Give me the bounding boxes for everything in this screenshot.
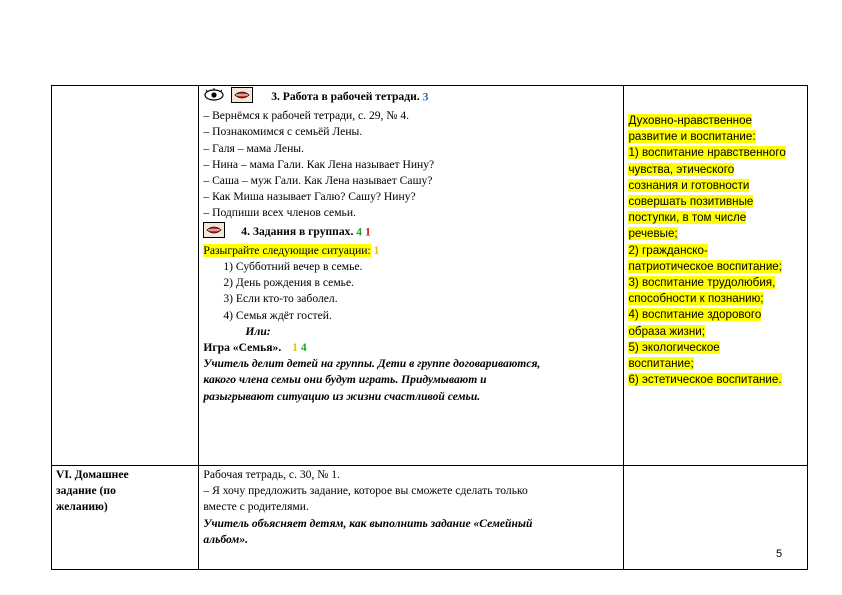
upbringing-line: патриотическое воспитание; <box>628 259 782 273</box>
text-line: – Как Миша называет Галю? Сашу? Нину? <box>203 190 416 204</box>
table-row <box>52 86 808 466</box>
or-label: Или: <box>245 324 271 338</box>
section-4-number-b: 1 <box>364 224 371 238</box>
eye-icon <box>203 88 225 107</box>
game-description-line: разыгрывают ситуацию из жизни счастливой семьи. <box>203 389 481 403</box>
upbringing-line: развитие и воспитание: <box>628 130 756 144</box>
section-4-title: 4. Задания в группах. <box>241 224 354 238</box>
upbringing-line: сознания и готовности <box>628 178 750 192</box>
upbringing-cell <box>624 86 808 466</box>
upbringing-line: 1) воспитание нравственного <box>628 146 786 160</box>
homework-line: – Я хочу предложить задание, которое вы сможете сделать только <box>203 484 528 498</box>
section-3-number: 3 <box>422 90 429 104</box>
game-title: Игра «Семья». <box>203 341 282 355</box>
upbringing-line: воспитание; <box>628 357 694 371</box>
upbringing-line: 5) экологическое <box>628 340 720 354</box>
text-line: – Подпиши всех членов семьи. <box>203 206 356 220</box>
homework-cell <box>199 466 624 570</box>
game-number-a: 1 <box>292 341 298 355</box>
game-number-b: 4 <box>300 341 307 355</box>
upbringing-line: 3) воспитание трудолюбия, <box>628 276 776 290</box>
stage-cell <box>52 466 199 570</box>
lesson-table <box>51 85 808 570</box>
game-description-line: какого члена семьи они будут играть. Придумывают и <box>203 373 487 387</box>
homework-instruction: альбом». <box>203 532 249 546</box>
text-line: – Вернёмся к рабочей тетради, с. 29, № 4. <box>203 109 410 123</box>
text-line: – Познакомимся с семьёй Лены. <box>203 125 363 139</box>
text-line: – Саша – муж Гали. Как Лена называет Сашу? <box>203 174 433 188</box>
situation-item: 1) Субботний вечер в семье. <box>223 260 363 274</box>
upbringing-line: 4) воспитание здорового <box>628 308 762 322</box>
homework-line: Рабочая тетрадь, с. 30, № 1. <box>203 468 340 481</box>
table-row <box>52 466 808 570</box>
activity-cell <box>199 86 624 466</box>
stage-label-line: VI. Домашнее <box>56 468 129 481</box>
text-line: – Нина – мама Гали. Как Лена называет Нину? <box>203 157 435 171</box>
act-instruction: Разыграйте следующие ситуации: <box>203 243 371 257</box>
upbringing-line: совершать позитивные <box>628 195 754 209</box>
situation-item: 3) Если кто-то заболел. <box>223 292 338 306</box>
upbringing-line: образа жизни; <box>628 324 705 338</box>
mouth-icon <box>231 87 253 108</box>
upbringing-line: 2) гражданско- <box>628 243 708 257</box>
homework-instruction: Учитель объясняет детям, как выполнить задание «Семейный <box>203 516 533 530</box>
game-description-line: Учитель делит детей на группы. Дети в группе договариваются, <box>203 357 541 371</box>
upbringing-line: поступки, в том числе <box>628 211 747 225</box>
homework-line: вместе с родителями. <box>203 500 309 514</box>
page-number: 5 <box>776 548 783 560</box>
situation-item: 2) День рождения в семье. <box>223 276 354 290</box>
upbringing-line: Духовно-нравственное <box>628 114 752 127</box>
section-4-number-a: 4 <box>356 224 363 238</box>
section-3-title: 3. Работа в рабочей тетради. <box>271 90 420 104</box>
situation-item: 4) Семья ждёт гостей. <box>223 308 332 322</box>
stage-cell-empty <box>52 86 199 466</box>
upbringing-line: способности к познанию; <box>628 292 764 306</box>
section-4-header <box>203 222 619 243</box>
game-header <box>203 340 619 356</box>
section-3-header <box>203 87 619 108</box>
upbringing-line: речевые; <box>628 227 678 241</box>
upbringing-line: чувства, этического <box>628 162 735 176</box>
upbringing-line: 6) эстетическое воспитание. <box>628 373 782 387</box>
act-line <box>203 243 619 259</box>
text-line: – Галя – мама Лены. <box>203 141 304 155</box>
stage-label-line: желанию) <box>56 500 108 514</box>
mouth-icon <box>203 222 225 243</box>
stage-label-line: задание (по <box>56 484 116 498</box>
act-number: 1 <box>373 243 380 257</box>
